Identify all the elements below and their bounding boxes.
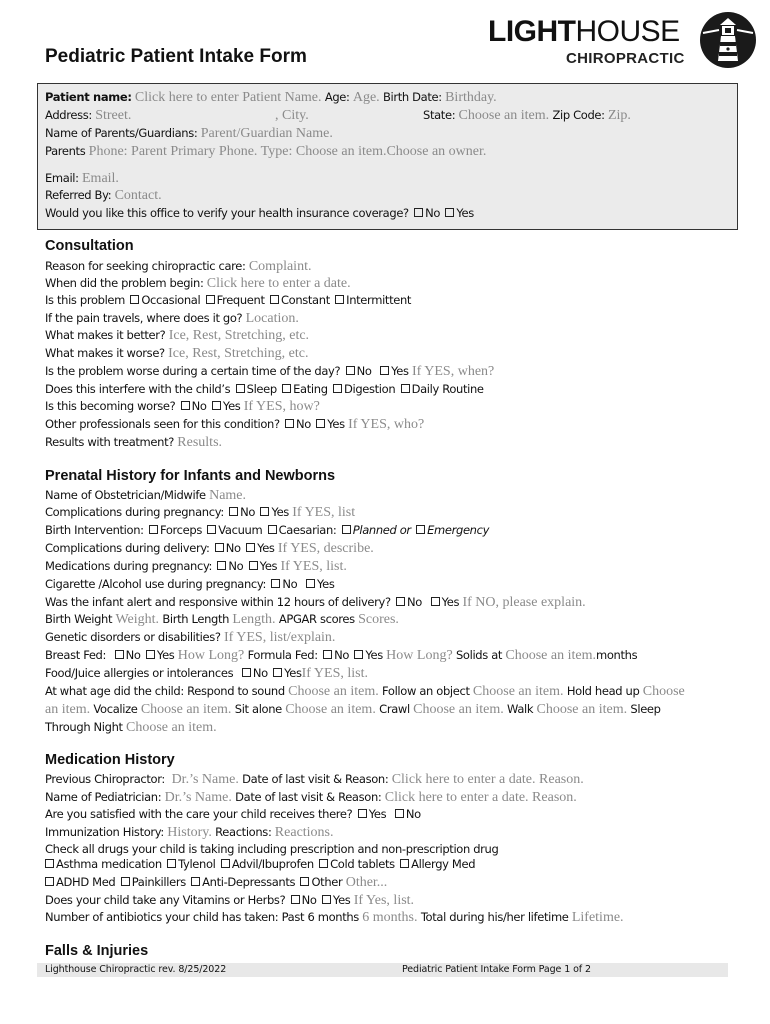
frequent-checkbox[interactable] — [206, 295, 215, 304]
city-wrap — [275, 107, 309, 124]
drugs-line-1 — [45, 856, 475, 872]
vacuum-checkbox[interactable] — [207, 525, 216, 534]
becoming-no-checkbox[interactable] — [181, 401, 190, 410]
other-drug-checkbox[interactable] — [300, 877, 309, 886]
med-preg-no-label: No — [228, 559, 244, 573]
check-drugs-label: Check all drugs your child is taking including prescription and non-prescription drug — [45, 842, 499, 856]
other-yes-label: Yes — [327, 417, 345, 431]
location-field[interactable]: Location. — [245, 311, 299, 326]
footer-left: Lighthouse Chiropractic rev. 8/25/2022 — [45, 964, 227, 975]
check-drugs-line — [45, 841, 498, 857]
cig-no-checkbox[interactable] — [271, 579, 280, 588]
formula-howlong-field[interactable]: How Long? — [386, 648, 453, 663]
vitamins-yes-label: Yes — [332, 893, 351, 907]
patient-line-3 — [45, 125, 333, 142]
forceps-label: Forceps — [160, 523, 202, 537]
alert-yes-label: Yes — [441, 595, 460, 609]
formula-yes-label: Yes — [365, 648, 383, 662]
alert-explain-field[interactable]: If NO, please explain. — [462, 595, 586, 610]
comp-del-line — [45, 540, 374, 557]
painkillers-label: Painkillers — [131, 875, 186, 889]
results-line — [45, 434, 222, 451]
time-yes-checkbox[interactable] — [380, 366, 389, 375]
reactions-field[interactable]: Reactions. — [274, 825, 334, 840]
other-no-checkbox[interactable] — [285, 419, 294, 428]
cig-yes-label: Yes — [316, 577, 335, 591]
footer-right: Pediatric Patient Intake Form Page 1 of 2 — [402, 964, 591, 975]
patient-line-7 — [45, 205, 474, 221]
antibiotics-lifetime-field[interactable]: Lifetime. — [571, 910, 624, 925]
antibiotics-total-label: Total during his/her lifetime — [420, 910, 569, 924]
frequent-label: Frequent — [216, 293, 265, 307]
crawl-select[interactable]: Choose an item. — [413, 702, 504, 717]
antidepressants-label: Anti-Depressants — [202, 875, 296, 889]
birth-length-field[interactable]: Length. — [232, 612, 276, 627]
formula-no-checkbox[interactable] — [323, 650, 332, 659]
occasional-checkbox[interactable] — [130, 295, 139, 304]
antidepressants-checkbox[interactable] — [191, 877, 200, 886]
time-label: Is the problem worse during a certain time of the day? — [45, 364, 341, 378]
prev-chiro-field[interactable]: Dr.’s Name. — [171, 772, 239, 787]
vitamins-label: Does your child take any Vitamins or Herbs? — [45, 893, 286, 907]
patient-name-field[interactable]: Click here to enter Patient Name. — [134, 90, 322, 105]
med-preg-no-checkbox[interactable] — [217, 561, 226, 570]
comp-preg-no-label: No — [240, 505, 256, 519]
breast-fed-label: Breast Fed: — [45, 648, 107, 662]
address-label: Address: — [45, 108, 92, 122]
age-label: Age: — [324, 90, 350, 104]
med-preg-field[interactable]: If YES, list. — [280, 559, 347, 574]
becoming-no-label: No — [191, 399, 207, 413]
pediatrician-label: Name of Pediatrician: — [45, 790, 162, 804]
comp-del-yes-label: Yes — [257, 541, 275, 555]
feeding-line — [45, 647, 637, 664]
antibiotics-6mo-field[interactable]: 6 months. — [362, 910, 418, 925]
other-prof-line — [45, 416, 424, 433]
solids-unit: months — [596, 648, 638, 662]
vitamins-yes-checkbox[interactable] — [322, 895, 331, 904]
other-drug-label: Other — [311, 875, 343, 889]
reason-label: Reason for seeking chiropractic care: — [45, 259, 246, 273]
constant-label: Constant — [280, 293, 330, 307]
cig-yes-checkbox[interactable] — [306, 579, 315, 588]
obst-label: Name of Obstetrician/Midwife — [45, 488, 206, 502]
ped-visit-label: Date of last visit & Reason: — [235, 790, 382, 804]
patient-line-4 — [45, 143, 486, 160]
worse-field[interactable]: Ice, Rest, Stretching, etc. — [168, 346, 309, 361]
eating-label: Eating — [293, 382, 328, 396]
immunization-field[interactable]: History. — [167, 825, 212, 840]
breast-no-label: No — [125, 648, 141, 662]
logo-wordmark: LIGHTHOUSE — [488, 15, 680, 48]
forceps-checkbox[interactable] — [149, 525, 158, 534]
problem-freq-line — [45, 292, 411, 308]
satisfied-line — [45, 806, 421, 822]
zip-field[interactable]: Zip. — [607, 108, 631, 123]
breast-yes-label: Yes — [156, 648, 175, 662]
milestones-line-2 — [45, 701, 661, 718]
hold-head-select-cont[interactable]: an item. — [45, 702, 91, 717]
caesarian-checkbox[interactable] — [268, 525, 277, 534]
cig-no-label: No — [282, 577, 298, 591]
pediatrician-field[interactable]: Dr.’s Name. — [164, 790, 232, 805]
better-field[interactable]: Ice, Rest, Stretching, etc. — [168, 328, 310, 343]
worse-label: What makes it worse? — [45, 346, 165, 360]
ped-visit-field[interactable]: Click here to enter a date. Reason. — [384, 790, 577, 805]
prev-visit-field[interactable]: Click here to enter a date. Reason. — [391, 772, 584, 787]
walk-select[interactable]: Choose an item. — [536, 702, 628, 717]
patient-line-2 — [45, 107, 131, 124]
intermittent-checkbox[interactable] — [335, 295, 344, 304]
reason-field[interactable]: Complaint. — [248, 259, 312, 274]
insurance-yes-checkbox[interactable] — [445, 208, 454, 217]
birth-weight-field[interactable]: Weight. — [115, 612, 160, 627]
when-date-field[interactable]: Click here to enter a date. — [206, 276, 351, 291]
email-field[interactable]: Email. — [82, 171, 119, 186]
guardian-label: Name of Parents/Guardians: — [45, 126, 198, 140]
eating-checkbox[interactable] — [282, 384, 291, 393]
insurance-no-label: No — [425, 206, 441, 220]
state-label: State: — [423, 108, 456, 122]
consultation-heading: Consultation — [45, 238, 134, 254]
constant-checkbox[interactable] — [270, 295, 279, 304]
age-field[interactable]: Age. — [352, 90, 380, 105]
intermittent-label: Intermittent — [346, 293, 412, 307]
prev-chiro-label: Previous Chiropractor: — [45, 772, 165, 786]
time-no-checkbox[interactable] — [346, 366, 355, 375]
allergy-med-label: Allergy Med — [411, 857, 476, 871]
referred-label: Referred By: — [45, 188, 112, 202]
insurance-yes-label: Yes — [456, 206, 474, 220]
milestones-line-3 — [45, 719, 217, 736]
daily-routine-label: Daily Routine — [411, 382, 484, 396]
med-preg-label: Medications during pregnancy: — [45, 559, 213, 573]
birth-date-label: Birth Date: — [383, 90, 442, 104]
comp-del-no-label: No — [225, 541, 241, 555]
pediatrician-line — [45, 789, 577, 806]
vacuum-label: Vacuum — [218, 523, 263, 537]
drugs-line-2 — [45, 874, 387, 891]
becoming-yes-label: Yes — [222, 399, 241, 413]
emergency-checkbox[interactable] — [416, 525, 425, 534]
follow-object-select[interactable]: Choose an item. — [472, 684, 564, 699]
painkillers-checkbox[interactable] — [121, 877, 130, 886]
digestion-checkbox[interactable] — [333, 384, 342, 393]
patient-line-6 — [45, 187, 162, 204]
interfere-label: Does this interfere with the child’s — [45, 382, 231, 396]
adhd-label: ADHD Med — [56, 875, 116, 889]
other-prof-label: Other professionals seen for this condition? — [45, 417, 280, 431]
street-field[interactable]: Street. — [95, 108, 132, 123]
food-list-field[interactable]: If YES, list. — [301, 666, 368, 681]
follow-object-label: Follow an object — [382, 684, 470, 698]
falls-heading: Falls & Injuries — [45, 943, 149, 959]
comp-preg-yes-checkbox[interactable] — [260, 507, 269, 516]
comp-del-label: Complications during delivery: — [45, 541, 210, 555]
digestion-label: Digestion — [343, 382, 396, 396]
food-yes-checkbox[interactable] — [273, 668, 282, 677]
cold-tablets-checkbox[interactable] — [319, 859, 328, 868]
parents-label: Parents — [45, 144, 86, 158]
referred-field[interactable]: Contact. — [114, 188, 162, 203]
reactions-label: Reactions: — [215, 825, 272, 839]
med-preg-yes-checkbox[interactable] — [249, 561, 258, 570]
genetic-label: Genetic disorders or disabilities? — [45, 630, 221, 644]
birth-date-field[interactable]: Birthday. — [445, 90, 497, 105]
email-label: Email: — [45, 171, 79, 185]
vocalize-select[interactable]: Choose an item. — [140, 702, 232, 717]
sleep-label: Sleep — [630, 702, 661, 716]
travel-line — [45, 310, 299, 327]
reason-line — [45, 258, 311, 275]
tylenol-checkbox[interactable] — [167, 859, 176, 868]
sleep-night-select[interactable]: Choose an item. — [126, 720, 217, 735]
guardian-field[interactable]: Parent/Guardian Name. — [200, 126, 333, 141]
other-drug-field[interactable]: Other... — [345, 875, 388, 890]
apgar-label: APGAR scores — [278, 612, 355, 626]
comp-del-no-checkbox[interactable] — [215, 543, 224, 552]
immunization-label: Immunization History: — [45, 825, 164, 839]
patient-name-label: Patient name — [45, 90, 128, 104]
patient-line-5 — [45, 170, 119, 187]
problem-freq-label: Is this problem — [45, 293, 126, 307]
results-field[interactable]: Results. — [177, 435, 223, 450]
time-line — [45, 363, 494, 380]
med-preg-yes-label: Yes — [259, 559, 278, 573]
satisfied-yes-label: Yes — [368, 807, 387, 821]
formula-fed-label: Formula Fed: — [247, 648, 318, 662]
time-yes-label: Yes — [391, 364, 409, 378]
asthma-label: Asthma medication — [56, 857, 162, 871]
worse-line — [45, 345, 308, 362]
when-line — [45, 275, 351, 292]
antibiotics-label: Number of antibiotics your child has taken: Past 6 months — [45, 910, 359, 924]
state-select[interactable]: Choose an item. — [458, 108, 550, 123]
vitamins-no-checkbox[interactable] — [291, 895, 300, 904]
zip-label: Zip Code: — [552, 108, 605, 122]
genetic-field[interactable]: If YES, list/explain. — [223, 630, 336, 645]
obst-line — [45, 487, 246, 504]
respond-sound-label: At what age did the child: Respond to sound — [45, 684, 285, 698]
obst-field[interactable]: Name. — [209, 488, 247, 503]
alert-yes-checkbox[interactable] — [431, 597, 440, 606]
comp-del-yes-checkbox[interactable] — [246, 543, 255, 552]
results-label: Results with treatment? — [45, 435, 174, 449]
other-who-field[interactable]: If YES, who? — [348, 417, 425, 432]
hold-head-label: Hold head up — [566, 684, 640, 698]
satisfied-label: Are you satisfied with the care your child receives there? — [45, 807, 353, 821]
cig-label: Cigarette /Alcohol use during pregnancy: — [45, 577, 267, 591]
breast-yes-checkbox[interactable] — [146, 650, 155, 659]
planned-checkbox[interactable] — [342, 525, 351, 534]
time-when-field[interactable]: If YES, when? — [411, 364, 495, 379]
caesarian-label: Caesarian: — [278, 523, 337, 537]
travel-label: If the pain travels, where does it go? — [45, 311, 243, 325]
comp-preg-no-checkbox[interactable] — [229, 507, 238, 516]
food-line — [45, 665, 368, 682]
daily-routine-checkbox[interactable] — [401, 384, 410, 393]
insurance-question: Would you like this office to verify your health insurance coverage? — [45, 206, 409, 220]
alert-label: Was the infant alert and responsive within 12 hours of delivery? — [45, 595, 391, 609]
parent-phone-field[interactable]: Phone: Parent Primary Phone. Type: Choose an item.Choose an owner. — [88, 144, 487, 159]
comp-preg-yes-label: Yes — [271, 505, 289, 519]
apgar-field[interactable]: Scores. — [358, 612, 399, 627]
solids-label: Solids at — [455, 648, 503, 662]
satisfied-no-checkbox[interactable] — [395, 809, 404, 818]
alert-no-label: No — [407, 595, 422, 609]
advil-label: Advil/Ibuprofen — [231, 857, 314, 871]
allergy-med-checkbox[interactable] — [400, 859, 409, 868]
other-no-label: No — [296, 417, 311, 431]
birth-measures-line — [45, 611, 399, 628]
breast-no-checkbox[interactable] — [115, 650, 124, 659]
vitamins-no-label: No — [301, 893, 317, 907]
milestones-line-1 — [45, 683, 685, 700]
respond-sound-select[interactable]: Choose an item. — [288, 684, 379, 699]
walk-label: Walk — [507, 702, 534, 716]
other-yes-checkbox[interactable] — [316, 419, 325, 428]
better-line — [45, 327, 309, 344]
hold-head-select[interactable]: Choose — [642, 684, 685, 699]
becoming-label: Is this becoming worse? — [45, 399, 176, 413]
comp-preg-line — [45, 504, 355, 521]
sit-alone-label: Sit alone — [234, 702, 282, 716]
formula-no-label: No — [334, 648, 350, 662]
food-no-checkbox[interactable] — [242, 668, 251, 677]
sleep-label: Sleep — [246, 382, 277, 396]
emergency-label: Emergency — [427, 523, 490, 537]
better-label: What makes it better? — [45, 328, 166, 342]
state-zip-wrap — [423, 107, 631, 124]
patient-line-1: Patient name: Click here to enter Patient Name. Age: Age. Birth Date: Birthday. — [45, 90, 497, 105]
time-no-label: No — [356, 364, 372, 378]
immunization-line — [45, 824, 334, 841]
satisfied-no-label: No — [405, 807, 421, 821]
birth-length-label: Birth Length — [162, 612, 230, 626]
insurance-no-checkbox[interactable] — [414, 208, 423, 217]
asthma-checkbox[interactable] — [45, 859, 54, 868]
crawl-label: Crawl — [379, 702, 410, 716]
lighthouse-logo — [488, 10, 758, 72]
birth-weight-label: Birth Weight — [45, 612, 113, 626]
cig-line — [45, 576, 334, 592]
sleep-night-label: Through Night — [45, 720, 123, 734]
breast-howlong-field[interactable]: How Long? — [177, 648, 245, 663]
sit-alone-select[interactable]: Choose an item. — [285, 702, 376, 717]
formula-yes-checkbox[interactable] — [354, 650, 363, 659]
city-field[interactable]: , City. — [275, 108, 309, 123]
medication-heading: Medication History — [45, 752, 175, 768]
antibiotics-line — [45, 909, 624, 926]
alert-no-checkbox[interactable] — [396, 597, 405, 606]
when-label: When did the problem begin: — [45, 276, 204, 290]
page-title: Pediatric Patient Intake Form — [45, 46, 307, 67]
interfere-line — [45, 381, 484, 397]
vitamins-line — [45, 892, 414, 909]
becoming-yes-checkbox[interactable] — [212, 401, 221, 410]
becoming-line — [45, 398, 320, 415]
prev-chiro-line — [45, 771, 584, 788]
vitamins-list-field[interactable]: If Yes, list. — [353, 893, 415, 908]
advil-checkbox[interactable] — [221, 859, 230, 868]
solids-select[interactable]: Choose an item. — [505, 648, 596, 663]
lighthouse-icon — [699, 11, 757, 69]
sleep-checkbox[interactable] — [236, 384, 245, 393]
tylenol-label: Tylenol — [178, 857, 216, 871]
cold-tablets-label: Cold tablets — [330, 857, 395, 871]
alert-line — [45, 594, 586, 611]
genetic-line — [45, 629, 335, 646]
planned-label: Planned or — [352, 523, 411, 537]
occasional-label: Occasional — [141, 293, 201, 307]
birth-int-line — [45, 522, 489, 538]
prenatal-heading: Prenatal History for Infants and Newborns — [45, 468, 336, 484]
med-preg-line — [45, 558, 347, 575]
logo-subtitle: CHIROPRACTIC — [566, 50, 685, 67]
food-label: Food/Juice allergies or intolerances — [45, 666, 234, 680]
birth-int-label: Birth Intervention: — [45, 523, 144, 537]
comp-preg-field[interactable]: If YES, list — [292, 505, 356, 520]
vocalize-label: Vocalize — [93, 702, 138, 716]
comp-preg-label: Complications during pregnancy: — [45, 505, 224, 519]
becoming-how-field[interactable]: If YES, how? — [243, 399, 320, 414]
food-yes-label: Yes — [284, 666, 302, 680]
adhd-checkbox[interactable] — [45, 877, 54, 886]
prev-visit-label: Date of last visit & Reason: — [242, 772, 389, 786]
satisfied-yes-checkbox[interactable] — [358, 809, 367, 818]
comp-del-field[interactable]: If YES, describe. — [277, 541, 374, 556]
food-no-label: No — [252, 666, 268, 680]
